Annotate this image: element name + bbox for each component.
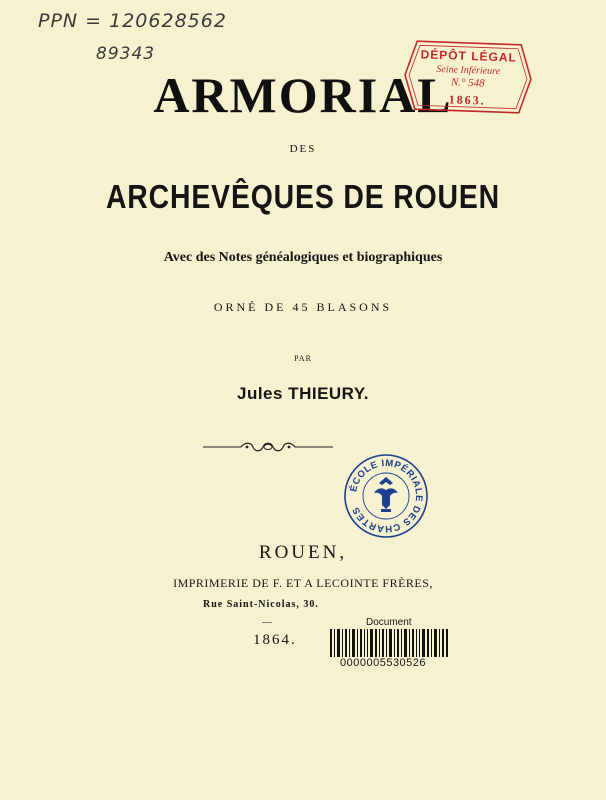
ornament-divider-icon <box>203 440 333 454</box>
ecole-stamp-text: ÉCOLE IMPÉRIALE DES CHARTES <box>348 457 425 535</box>
book-title: ARMORIAL <box>153 67 453 123</box>
by-line: PAR <box>294 354 312 363</box>
depot-stamp-line3: N.° 548 <box>450 76 485 90</box>
imprint-city: ROUEN, <box>258 542 348 563</box>
shelfmark-handwritten: 89343 <box>96 44 156 64</box>
depot-stamp-line1: DÉPÔT LÉGAL <box>420 47 518 65</box>
depot-stamp-line2: Seine Inférieure <box>436 63 501 78</box>
imprint-dash: — <box>262 617 272 628</box>
title-conjunction: DES <box>289 143 317 155</box>
imprint-street: Rue Saint-Nicolas, 30. <box>203 599 319 610</box>
depot-legal-stamp <box>401 38 536 117</box>
barcode-label: Document <box>366 617 412 628</box>
imprint-printer: IMPRIMERIE DE F. ET A LECOINTE FRÈRES, <box>173 576 433 590</box>
ecole-des-chartes-stamp <box>343 453 429 539</box>
author-name: Jules THIEURY. <box>236 384 370 403</box>
depot-stamp-line4: 1863. <box>448 92 486 108</box>
book-subtitle: ARCHEVÊQUES DE ROUEN <box>105 178 501 215</box>
imprint-year: 1864. <box>253 632 297 648</box>
barcode-icon <box>330 629 448 657</box>
notes-line: Avec des Notes généalogiques et biographiques <box>163 250 443 265</box>
eagle-emblem-icon <box>374 477 398 512</box>
ppn-handwritten-note: PPN = 120628562 <box>38 10 227 32</box>
illustrations-line: ORNÉ DE 45 BLASONS <box>213 300 393 314</box>
barcode-number: 0000005530526 <box>340 657 427 669</box>
